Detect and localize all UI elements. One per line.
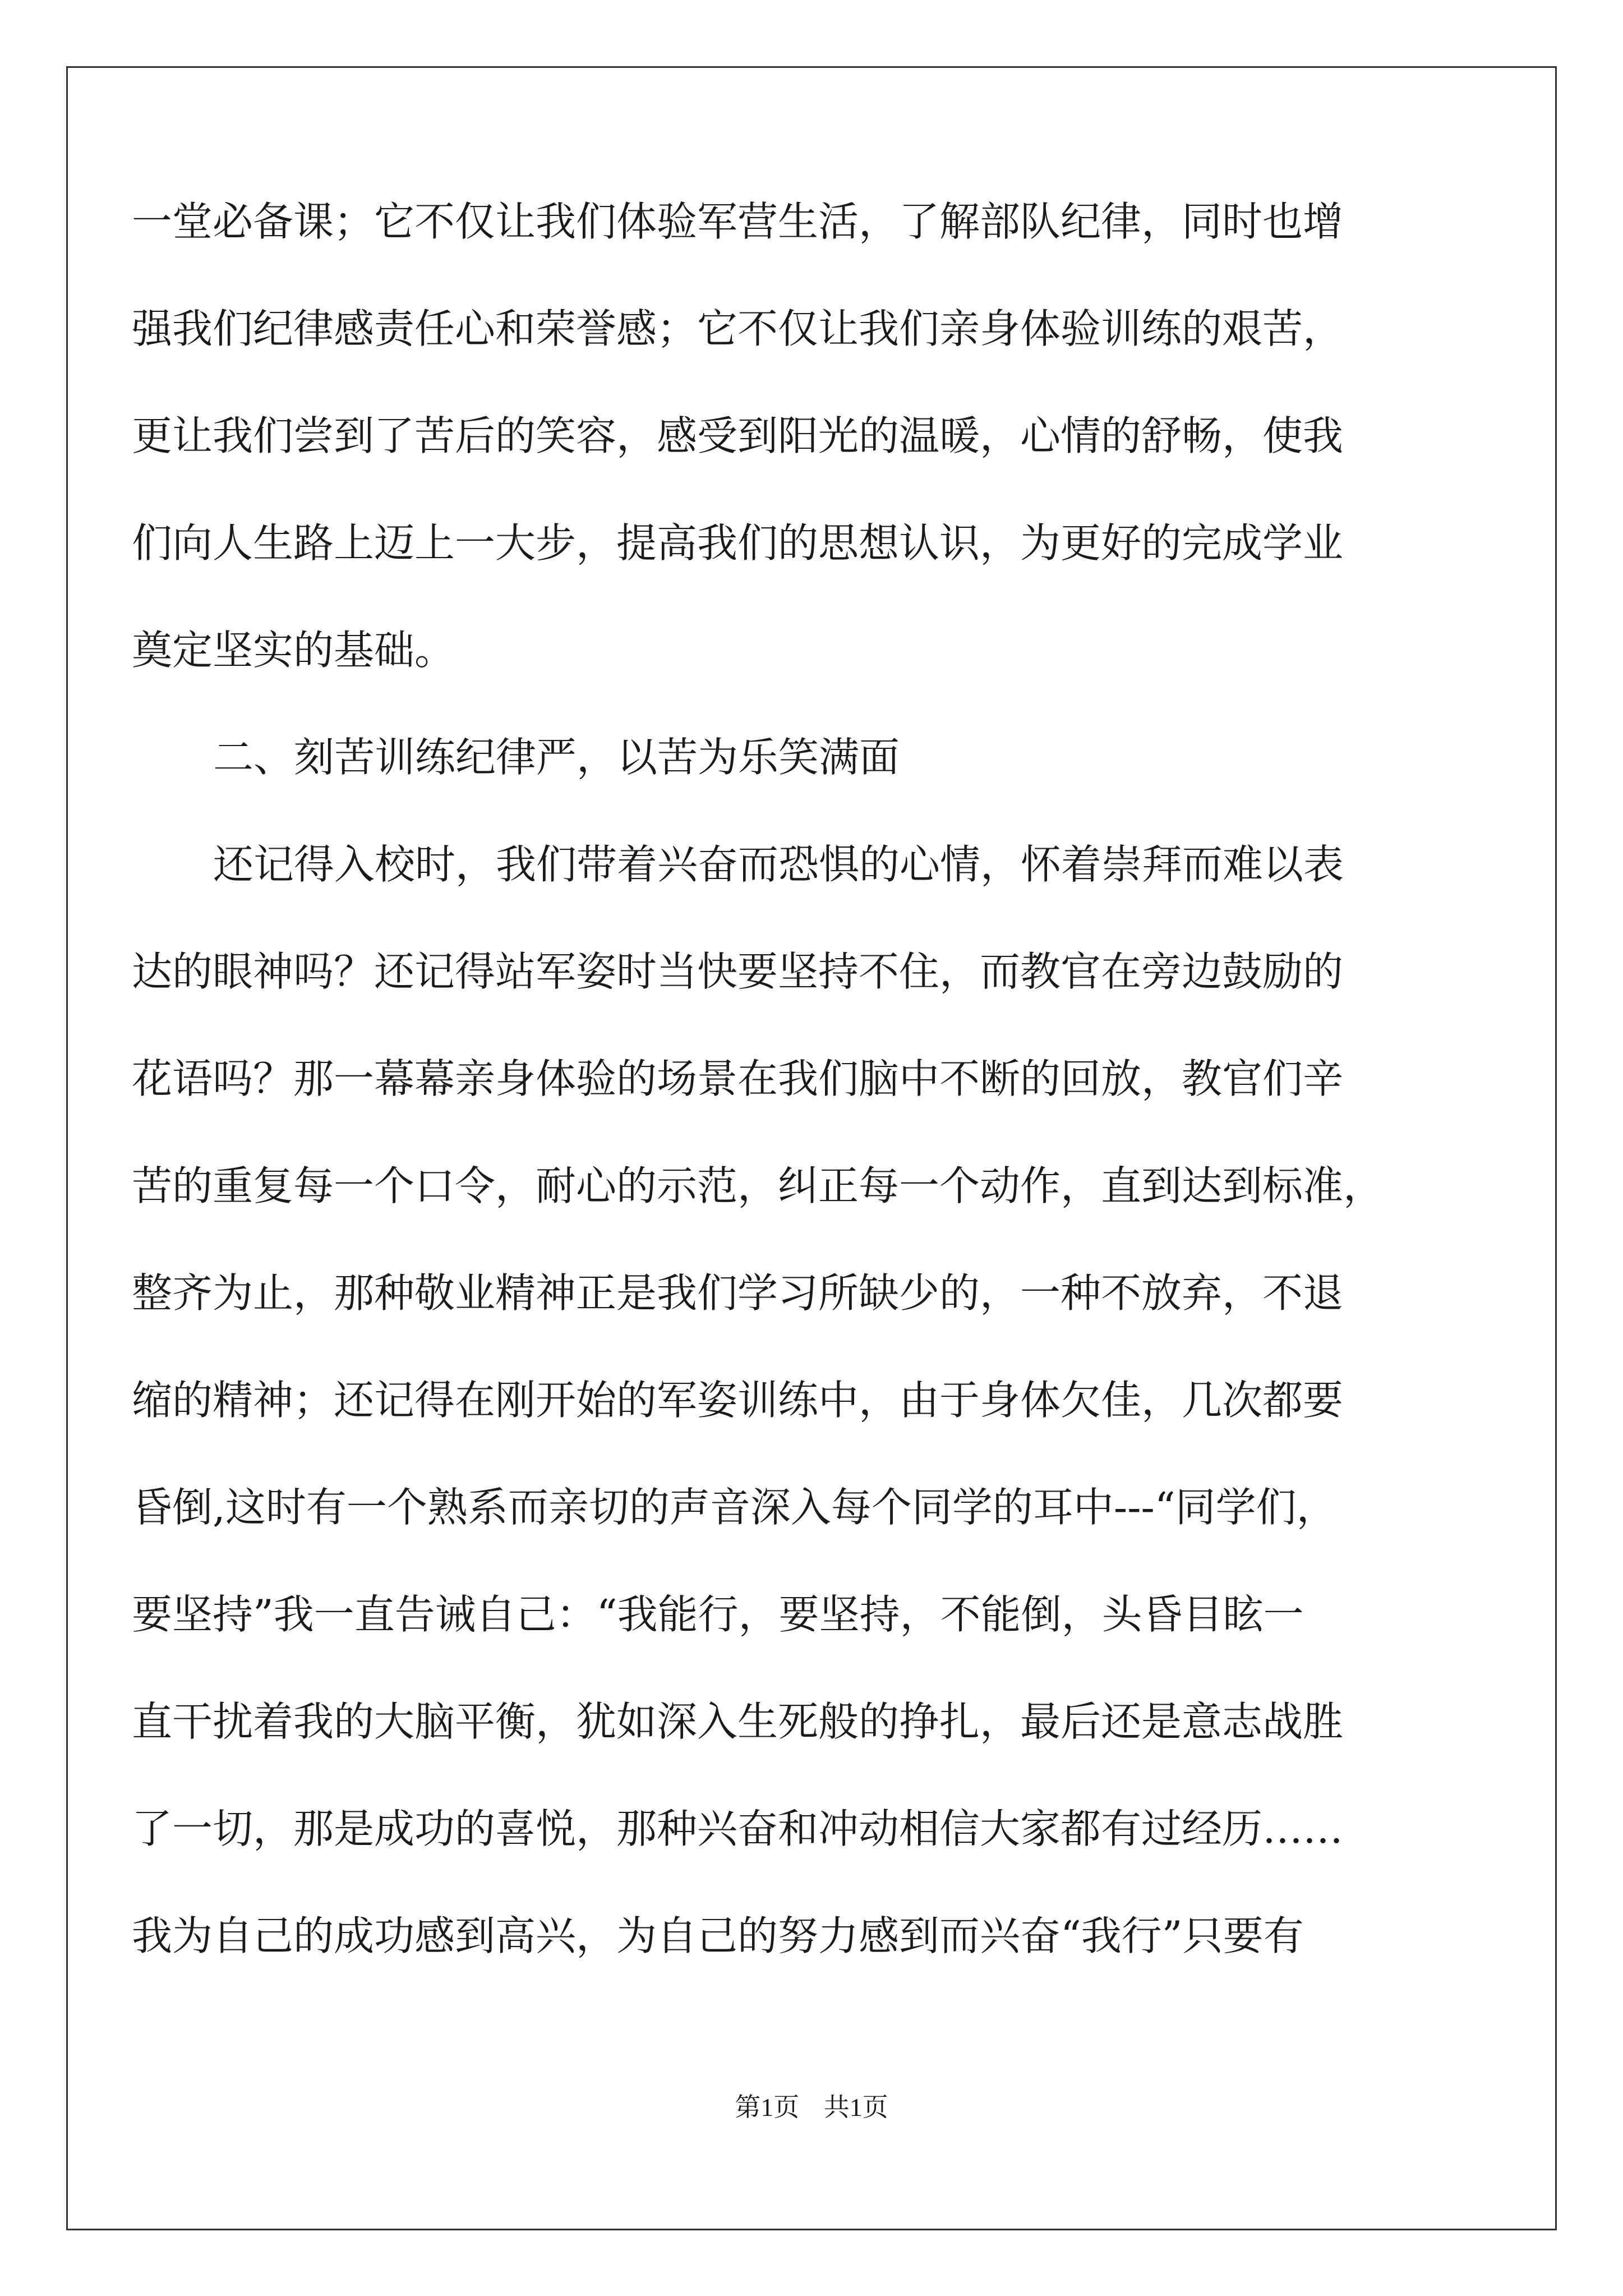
text-line: 要坚持”我一直告诫自己：“我能行，要坚持，不能倒，头昏目眩一 (132, 1591, 1304, 1638)
page-number-current: 第1页 (735, 2093, 800, 2122)
text-line: 花语吗？那一幕幕亲身体验的场景在我们脑中不断的回放，教官们辛 (132, 1055, 1344, 1102)
text-line: 缩的精神；还记得在刚开始的军姿训练中，由于身体欠佳，几次都要 (132, 1377, 1344, 1424)
text-line: 强我们纪律感责任心和荣誉感；它不仅让我们亲身体验训练的艰苦， (132, 305, 1344, 352)
text-line: 奠定坚实的基础。 (132, 627, 455, 674)
text-line: 昏倒,这时有一个熟系而亲切的声音深入每个同学的耳中---“同学们， (132, 1484, 1337, 1531)
document-body (132, 194, 1441, 2015)
page-footer (0, 2087, 1623, 2124)
page-number-total: 共1页 (823, 2093, 888, 2122)
text-line: 了一切，那是成功的喜悦，那种兴奋和冲动相信大家都有过经历…… (132, 1805, 1344, 1852)
text-line: 们向人生路上迈上一大步，提高我们的思想认识，为更好的完成学业 (132, 519, 1344, 567)
text-line: 达的眼神吗？还记得站军姿时当快要坚持不住，而教官在旁边鼓励的 (132, 948, 1344, 995)
text-line: 直干扰着我的大脑平衡，犹如深入生死般的挣扎，最后还是意志战胜 (132, 1698, 1344, 1745)
text-line: 苦的重复每一个口令，耐心的示范，纠正每一个动作，直到达到标准， (132, 1162, 1384, 1209)
text-line: 我为自己的成功感到高兴，为自己的努力感到而兴奋“我行”只要有 (132, 1912, 1304, 1959)
paragraph-start-line: 还记得入校时，我们带着兴奋而恐惧的心情，怀着崇拜而难以表 (213, 841, 1344, 888)
text-line: 整齐为止，那种敬业精神正是我们学习所缺少的，一种不放弃，不退 (132, 1269, 1344, 1317)
text-line: 一堂必备课；它不仅让我们体验军营生活，了解部队纪律，同时也增 (132, 198, 1344, 245)
text-line: 更让我们尝到了苦后的笑容，感受到阳光的温暖，心情的舒畅，使我 (132, 412, 1344, 459)
section-heading: 二、刻苦训练纪律严，以苦为乐笑满面 (213, 734, 900, 781)
